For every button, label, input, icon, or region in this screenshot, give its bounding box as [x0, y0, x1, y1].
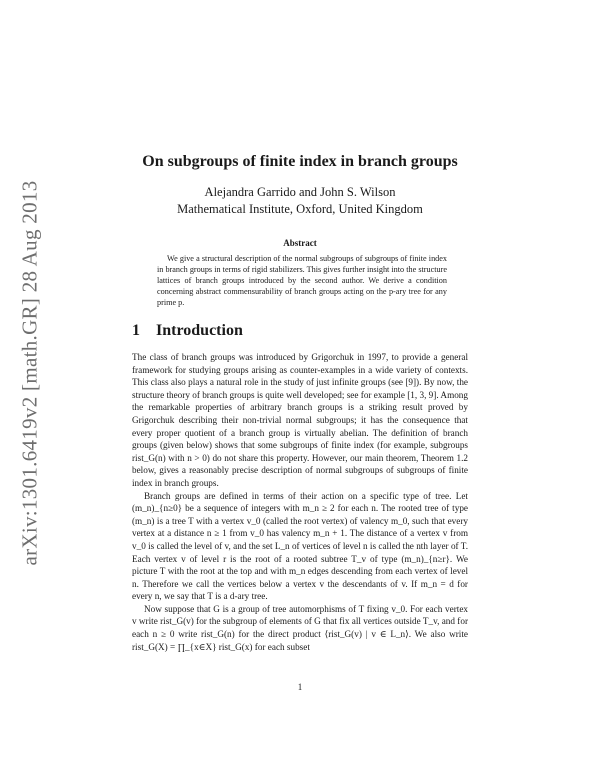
body-paragraph: The class of branch groups was introduced by Grigorchuk in 1997, to provide a general framework for studying groups arising as counter-examples in a wide variety of contexts. This class also plays a natural role in the study of just infinite groups (see [9]). By now, the structure theory of branch groups is quite well developed; see for example [1, 3, 9]. Among the remarkable properties of arbitrary branch groups is a striking result proved by Grigorchuk describing their non-trivial normal subgroups; it has the consequence that every proper quotient of a branch group is virtually abelian. The definition of branch groups (given below) shows that some subgroups of finite index (for example, subgroups rist_G(n) with n > 0) do not share this property. However, our main theorem, Theorem 1.2 below, gives a reasonably precise description of normal subgroups of subgroups of finite index in branch groups. — [132, 352, 468, 488]
paper-affiliation: Mathematical Institute, Oxford, United Kingdom — [177, 202, 423, 216]
paper-authors: Alejandra Garrido and John S. Wilson — [204, 185, 396, 199]
body-paragraph: Now suppose that G is a group of tree automorphisms of T fixing v_0. For each vertex v write rist_G(v) for the subgroup of elements of G that fix all vertices outside T_v, and for each n ≥ 0 write rist_G(n) for the direct product ⟨rist_G(v) | v ∈ L_n⟩. We also write rist_G(X) = ∏_{x∈X} rist_G(x) for each subset — [132, 603, 468, 652]
body-paragraph: Branch groups are defined in terms of their action on a specific type of tree. Let (m_n)_{n≥0} be a sequence of integers with m_n ≥ 2 for each n. The rooted tree of type (m_n) is a tree T with a vertex v_0 (called the root vertex) of valency m_0, such that every vertex at a distance n ≥ 1 from v_0 has valency m_n + 1. The distance of a vertex v from v_0 is called the level of v, and the set L_n of vertices of level n is called the nth layer of T. Each vertex v of level r is the root of a rooted subtree T_v of type (m_n)_{n≥r}. We picture T with the root at the top and with m_n edges descending from each vertex of level n. Therefore we call the vertices below a vertex v the descendants of v. If m_n = d for every n, we say that T is a d-ary tree. — [132, 490, 468, 602]
section-title: Introduction — [156, 322, 243, 339]
abstract-text: We give a structural description of the normal subgroups of subgroups of finite index in branch groups in terms of rigid stabilizers. This gives further insight into the structure lattices of branch groups introduced by the second author. We derive a condition concerning abstract commensurability of branch groups acting on the p-ary tree for any prime p. — [157, 254, 447, 307]
arxiv-sidebar-stamp — [8, 178, 52, 568]
page-number: 1 — [297, 682, 303, 692]
section-body — [132, 351, 468, 653]
section-heading — [132, 322, 243, 340]
abstract-heading: Abstract — [283, 238, 317, 248]
paper-title: On subgroups of finite index in branch groups — [142, 153, 458, 170]
arxiv-identifier: arXiv:1301.6419v2 [math.GR] 28 Aug 2013 — [17, 180, 42, 566]
section-number: 1 — [132, 322, 140, 339]
